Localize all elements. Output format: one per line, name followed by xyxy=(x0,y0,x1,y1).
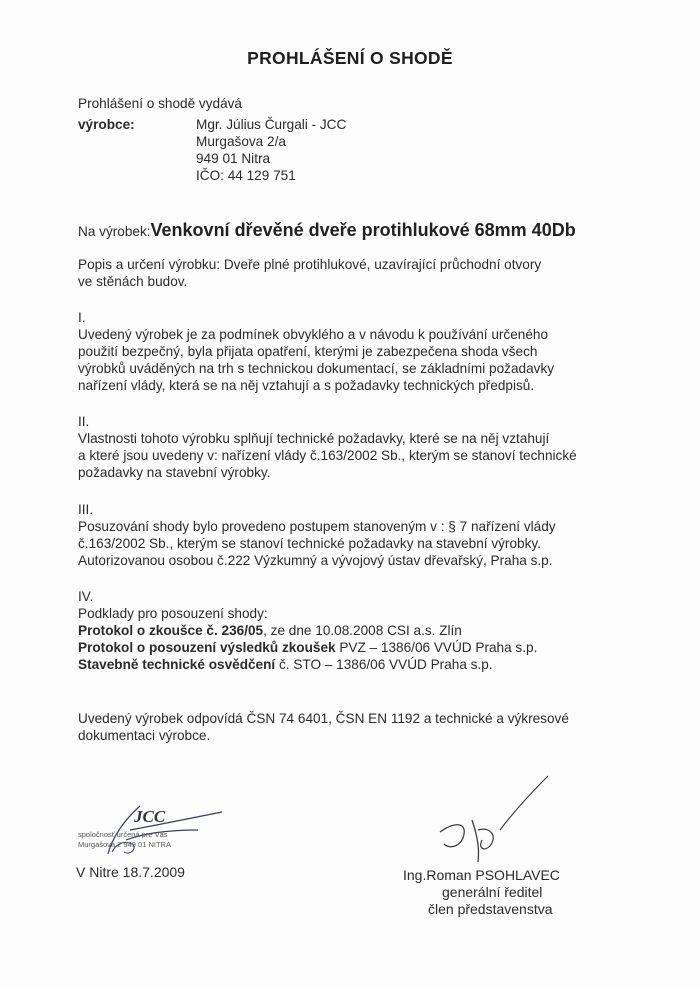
reference-item xyxy=(78,622,462,639)
issuer-city: 949 01 Nitra xyxy=(196,151,271,166)
issuer-label: výrobce: xyxy=(78,117,135,132)
place-date: V Nitre 18.7.2009 xyxy=(76,864,185,880)
section-3-line: č.163/2002 Sb., kterým se stanoví technické požadavky na stavební výrobky. xyxy=(78,536,541,551)
signatory-role-2: člen představenstva xyxy=(428,901,553,917)
section-1-line: výrobků uváděných na trh s technickou dokumentací, se základními požadavky xyxy=(78,361,555,376)
section-1-line: nařízení vlády, která se na něj vztahují a s požadavky technických předpisů. xyxy=(78,378,535,393)
section-4-intro: Podklady pro posouzení shody: xyxy=(78,606,268,621)
stamp-line-1: spoločnosť určená pre Vás xyxy=(78,830,168,839)
section-3-line: Posuzování shody bylo provedeno postupem stanoveným v : § 7 nařízení vlády xyxy=(78,519,556,534)
signatory-name: Ing.Roman PSOHLAVEC xyxy=(403,867,560,883)
issuer-street: Murgašova 2/a xyxy=(196,134,286,149)
reference-title: Protokol o posouzení výsledků zkoušek xyxy=(78,640,336,655)
section-1-line: Uvedený výrobek je za podmínek obvyklého a v návodu k používání určeného xyxy=(78,327,549,342)
reference-title: Protokol o zkoušce č. 236/05 xyxy=(78,623,264,638)
reference-item xyxy=(78,639,537,656)
reference-title: Stavebně technické osvědčení xyxy=(78,657,276,672)
company-stamp xyxy=(72,800,232,860)
document-title: PROHLÁŠENÍ O SHODĚ xyxy=(247,48,453,68)
reference-item xyxy=(78,656,493,673)
conformity-line-2: dokumentaci výrobce. xyxy=(78,728,211,743)
conformity-line-1: Uvedený výrobek odpovídá ČSN 74 6401, ČSN EN 1192 a technické a výkresové xyxy=(78,711,569,726)
description-line-1: Popis a určení výrobku: Dveře plné protihlukové, uzavírající průchodní otvory xyxy=(78,257,542,272)
section-1-line: použití bezpečný, byla přijata opatření, kterými je zabezpečena shoda všech xyxy=(78,344,538,359)
section-2-line: a které jsou uvedeny v: nařízení vlády č.163/2002 Sb., kterým se stanoví technické xyxy=(78,448,577,463)
reference-detail: PVZ – 1386/06 VVÚD Praha s.p. xyxy=(335,640,538,655)
description-line-2: ve stěnách budov. xyxy=(78,274,188,289)
section-2-line: Vlastnosti tohoto výrobku splňují technické požadavky, které se na něj vztahují xyxy=(78,431,550,446)
section-3-line: Autorizovanou osobou č.222 Výzkumný a vývojový ústav dřevařský, Praha s.p. xyxy=(78,553,553,568)
issuer-intro: Prohlášení o shodě vydává xyxy=(78,96,242,111)
section-2-line: požadavky na stavební výrobky. xyxy=(78,465,271,480)
director-signature xyxy=(420,770,580,880)
issuer-name: Mgr. Július Čurgali - JCC xyxy=(196,117,347,132)
section-1-number: I. xyxy=(78,310,86,325)
reference-detail: č. STO – 1386/06 VVÚD Praha s.p. xyxy=(275,657,493,672)
product-name: Venkovní dřevěné dveře protihlukové 68mm 40Db xyxy=(150,220,576,240)
stamp-logo: JCC xyxy=(134,807,166,826)
section-2-number: II. xyxy=(78,414,90,429)
section-4-number: IV. xyxy=(78,589,94,604)
issuer-ico: IČO: 44 129 751 xyxy=(196,168,296,183)
stamp-line-2: Murgašova 2 949 01 NITRA xyxy=(78,840,171,849)
product-line xyxy=(78,219,576,243)
section-3-number: III. xyxy=(78,502,94,517)
signatory-role-1: generální ředitel xyxy=(442,884,543,900)
reference-detail: , ze dne 10.08.2008 CSI a.s. Zlín xyxy=(263,623,462,638)
product-label: Na výrobek: xyxy=(78,224,151,239)
